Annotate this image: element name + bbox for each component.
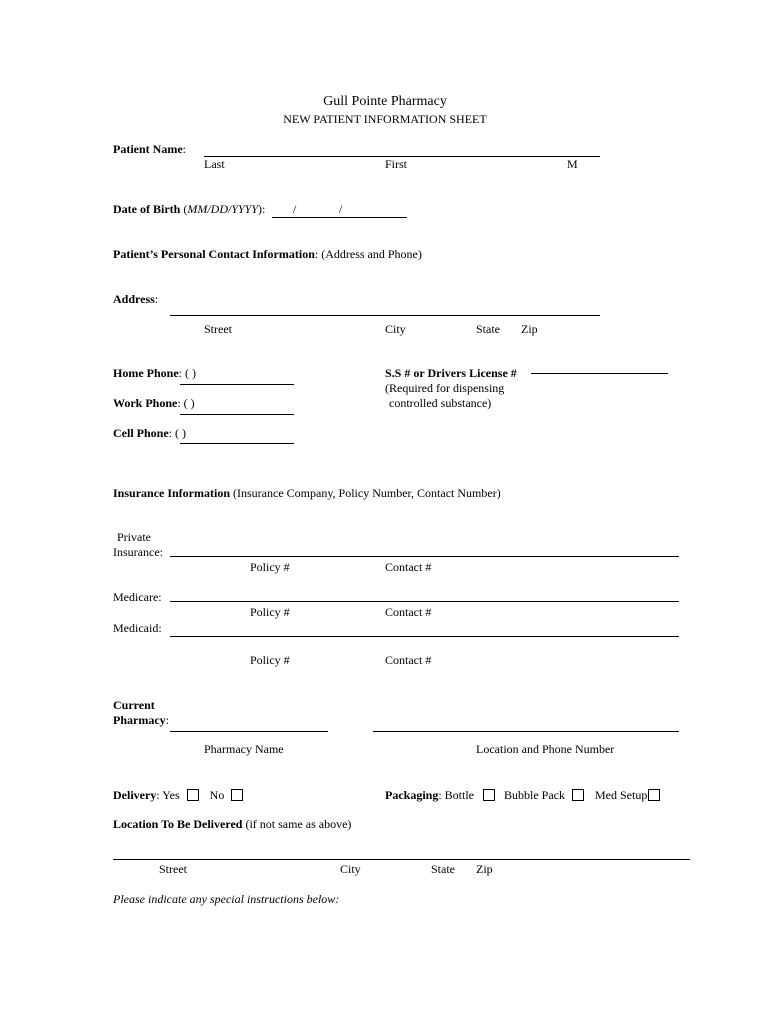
delivery-location-heading: Location To Be Delivered (if not same as above): [113, 817, 352, 831]
medicaid-policy-caption: Policy #: [250, 653, 290, 667]
contact-info-heading: Patient’s Personal Contact Information: (Address and Phone): [113, 247, 422, 261]
medicare-contact-caption: Contact #: [385, 605, 432, 619]
pharmacy-name: Gull Pointe Pharmacy: [323, 94, 447, 109]
packaging-bottle-label: : Bottle: [438, 788, 475, 802]
delivery-yes-label: : Yes: [156, 788, 180, 802]
current-pharmacy-label-line1: Current: [113, 698, 155, 712]
home-phone-field[interactable]: [180, 384, 294, 385]
delivery-street-caption: Street: [159, 862, 187, 876]
ssn-license-field[interactable]: [531, 373, 668, 374]
private-policy-caption: Policy #: [250, 560, 290, 574]
work-phone-field[interactable]: [180, 414, 294, 415]
packaging-label: Packaging: [385, 788, 439, 802]
pharmacy-name-caption: Pharmacy Name: [204, 742, 284, 756]
address-zip-caption: Zip: [521, 322, 538, 336]
insurance-heading: Insurance Information (Insurance Company, Policy Number, Contact Number): [113, 486, 501, 500]
delivery-no-checkbox[interactable]: [231, 789, 243, 801]
address-label: Address:: [113, 292, 159, 306]
medicaid-contact-caption: Contact #: [385, 653, 432, 667]
packaging-bottle-checkbox[interactable]: [483, 789, 495, 801]
middle-initial-caption: M: [567, 157, 578, 171]
private-insurance-label-line1: Private: [117, 530, 151, 544]
address-city-caption: City: [385, 322, 406, 336]
work-phone-label: Work Phone: ( ): [113, 396, 195, 410]
packaging-med-setup-checkbox[interactable]: [648, 789, 660, 801]
dob-separator-1: /: [293, 202, 297, 216]
cell-phone-label: Cell Phone: ( ): [113, 426, 186, 440]
medicare-field[interactable]: [170, 601, 679, 602]
delivery-row: [113, 788, 243, 802]
address-field[interactable]: [170, 315, 600, 316]
ssn-license-label: S.S # or Drivers License #: [385, 366, 517, 380]
packaging-row: [385, 788, 660, 802]
dob-label: Date of Birth (MM/DD/YYYY):: [113, 202, 266, 216]
last-name-caption: Last: [204, 157, 225, 171]
ssn-note-line1: (Required for dispensing: [385, 381, 505, 395]
packaging-bubble-pack-checkbox[interactable]: [572, 789, 584, 801]
first-name-caption: First: [385, 157, 408, 171]
current-pharmacy-label-line2: Pharmacy:: [113, 713, 169, 727]
delivery-no-label: No: [209, 788, 225, 802]
delivery-zip-caption: Zip: [476, 862, 493, 876]
pharmacy-location-caption: Location and Phone Number: [476, 742, 615, 756]
form-title: NEW PATIENT INFORMATION SHEET: [283, 112, 487, 126]
home-phone-label: Home Phone: ( ): [113, 366, 196, 380]
medicare-policy-caption: Policy #: [250, 605, 290, 619]
private-insurance-label-line2: Insurance:: [113, 545, 163, 559]
pharmacy-location-field[interactable]: [373, 731, 679, 732]
packaging-med-setup-label: Med Setup: [595, 788, 648, 802]
dob-field[interactable]: [272, 217, 407, 218]
medicaid-field[interactable]: [170, 636, 679, 637]
delivery-location-field[interactable]: [113, 859, 690, 860]
delivery-yes-checkbox[interactable]: [187, 789, 199, 801]
delivery-label: Delivery: [113, 788, 157, 802]
delivery-city-caption: City: [340, 862, 361, 876]
cell-phone-field[interactable]: [180, 443, 294, 444]
packaging-bubble-pack-label: Bubble Pack: [504, 788, 566, 802]
private-contact-caption: Contact #: [385, 560, 432, 574]
ssn-note-line2: controlled substance): [389, 396, 492, 410]
medicaid-label: Medicaid:: [113, 621, 162, 635]
dob-separator-2: /: [339, 202, 343, 216]
special-instructions-prompt: Please indicate any special instructions below:: [113, 892, 340, 906]
address-state-caption: State: [476, 322, 500, 336]
pharmacy-name-field[interactable]: [170, 731, 328, 732]
medicare-label: Medicare:: [113, 590, 162, 604]
private-insurance-field[interactable]: [170, 556, 679, 557]
delivery-state-caption: State: [431, 862, 455, 876]
address-street-caption: Street: [204, 322, 232, 336]
patient-name-label: Patient Name:: [113, 142, 186, 156]
